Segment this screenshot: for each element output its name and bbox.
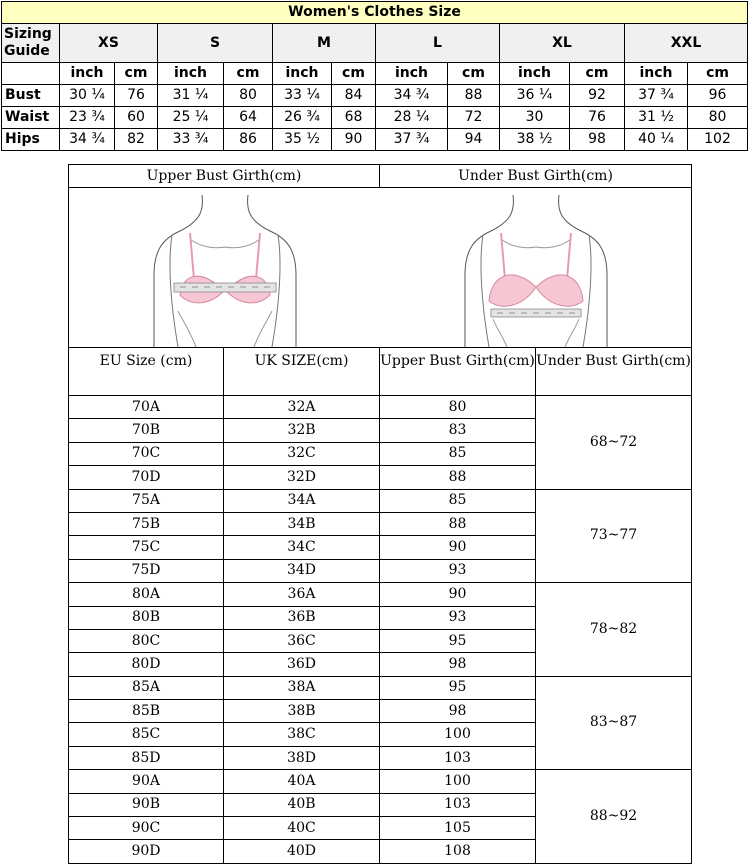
size-header-row bbox=[2, 24, 748, 63]
row-label: Hips bbox=[2, 129, 60, 151]
eu-size-cell: 75D bbox=[69, 559, 224, 582]
upper-bust-cell: 93 bbox=[380, 559, 536, 582]
unit-inch-label: inch bbox=[158, 63, 224, 85]
measurement-cell: 38 ½ bbox=[500, 129, 570, 151]
table-row bbox=[69, 770, 692, 793]
measurement-cell: 36 ¼ bbox=[500, 85, 570, 107]
measurement-cell: 94 bbox=[448, 129, 500, 151]
size-header-s: S bbox=[158, 24, 273, 63]
sizing-guide-label: Sizing Guide bbox=[2, 24, 60, 63]
upper-bust-cell: 85 bbox=[380, 442, 536, 465]
measurement-cell: 33 ¼ bbox=[273, 85, 332, 107]
eu-size-cell: 70A bbox=[69, 396, 224, 419]
upper-bust-cell: 90 bbox=[380, 536, 536, 559]
eu-size-cell: 85C bbox=[69, 723, 224, 746]
uk-size-cell: 38D bbox=[224, 746, 380, 769]
uk-size-cell: 38B bbox=[224, 700, 380, 723]
uk-size-cell: 40B bbox=[224, 793, 380, 816]
eu-size-cell: 80A bbox=[69, 583, 224, 606]
eu-size-cell: 75B bbox=[69, 512, 224, 535]
under-bust-range-cell: 83~87 bbox=[536, 676, 692, 770]
table-row bbox=[69, 583, 692, 606]
under-bust-illustration bbox=[380, 188, 691, 347]
measurement-cell: 60 bbox=[115, 107, 158, 129]
measurement-illustrations bbox=[69, 188, 692, 348]
measurement-cell: 96 bbox=[688, 85, 748, 107]
measurement-cell: 84 bbox=[332, 85, 376, 107]
measurement-cell: 76 bbox=[570, 107, 625, 129]
eu-size-cell: 75A bbox=[69, 489, 224, 512]
unit-cm-label: cm bbox=[448, 63, 500, 85]
measurement-cell: 34 ¾ bbox=[376, 85, 448, 107]
eu-size-cell: 70C bbox=[69, 442, 224, 465]
bra-size-table bbox=[68, 164, 692, 864]
measurement-cell: 37 ¾ bbox=[376, 129, 448, 151]
upper-bust-cell: 108 bbox=[380, 840, 536, 863]
table-row bbox=[69, 676, 692, 699]
row-label: Bust bbox=[2, 85, 60, 107]
measurement-cell: 64 bbox=[224, 107, 273, 129]
measurement-cell: 82 bbox=[115, 129, 158, 151]
measurement-cell: 31 ¼ bbox=[158, 85, 224, 107]
eu-size-cell: 90A bbox=[69, 770, 224, 793]
eu-size-header: EU Size (cm) bbox=[69, 348, 224, 396]
uk-size-cell: 40C bbox=[224, 817, 380, 840]
eu-size-cell: 90D bbox=[69, 840, 224, 863]
uk-size-cell: 34C bbox=[224, 536, 380, 559]
upper-bust-cell: 98 bbox=[380, 700, 536, 723]
under-bust-range-cell: 78~82 bbox=[536, 583, 692, 677]
table-title: Women's Clothes Size bbox=[2, 2, 748, 24]
measurement-cell: 25 ¼ bbox=[158, 107, 224, 129]
under-bust-column-header: Under Bust Girth(cm) bbox=[536, 348, 692, 396]
unit-header-row bbox=[2, 63, 748, 85]
upper-bust-column-header: Upper Bust Girth(cm) bbox=[380, 348, 536, 396]
measurement-cell: 31 ½ bbox=[625, 107, 688, 129]
upper-bust-cell: 95 bbox=[380, 629, 536, 652]
clothes-size-table bbox=[1, 1, 748, 151]
measurement-cell: 76 bbox=[115, 85, 158, 107]
measurement-cell: 30 ¼ bbox=[60, 85, 115, 107]
unit-blank-cell bbox=[2, 63, 60, 85]
uk-size-cell: 32D bbox=[224, 466, 380, 489]
upper-bust-illustration bbox=[69, 188, 380, 347]
under-bust-figure-icon bbox=[461, 191, 611, 347]
upper-bust-cell: 103 bbox=[380, 746, 536, 769]
upper-bust-cell: 93 bbox=[380, 606, 536, 629]
uk-size-cell: 34A bbox=[224, 489, 380, 512]
uk-size-cell: 40A bbox=[224, 770, 380, 793]
measurement-cell: 26 ¾ bbox=[273, 107, 332, 129]
unit-inch-label: inch bbox=[376, 63, 448, 85]
measurement-cell: 90 bbox=[332, 129, 376, 151]
under-bust-range-cell: 68~72 bbox=[536, 396, 692, 490]
size-header-xxl: XXL bbox=[625, 24, 748, 63]
uk-size-cell: 36D bbox=[224, 653, 380, 676]
uk-size-header: UK SIZE(cm) bbox=[224, 348, 380, 396]
unit-inch-label: inch bbox=[60, 63, 115, 85]
upper-bust-cell: 103 bbox=[380, 793, 536, 816]
size-header-l: L bbox=[376, 24, 500, 63]
unit-inch-label: inch bbox=[273, 63, 332, 85]
unit-cm-label: cm bbox=[688, 63, 748, 85]
uk-size-cell: 36B bbox=[224, 606, 380, 629]
uk-size-cell: 32A bbox=[224, 396, 380, 419]
uk-size-cell: 32C bbox=[224, 442, 380, 465]
measurement-cell: 80 bbox=[224, 85, 273, 107]
measurement-cell: 68 bbox=[332, 107, 376, 129]
measurement-cell: 72 bbox=[448, 107, 500, 129]
size-header-xs: XS bbox=[60, 24, 158, 63]
measurement-cell: 98 bbox=[570, 129, 625, 151]
measurement-row-hips bbox=[2, 129, 748, 151]
eu-size-cell: 85A bbox=[69, 676, 224, 699]
upper-bust-cell: 95 bbox=[380, 676, 536, 699]
size-header-m: M bbox=[273, 24, 376, 63]
unit-inch-label: inch bbox=[625, 63, 688, 85]
row-label: Waist bbox=[2, 107, 60, 129]
upper-bust-cell: 80 bbox=[380, 396, 536, 419]
uk-size-cell: 36A bbox=[224, 583, 380, 606]
uk-size-cell: 32B bbox=[224, 419, 380, 442]
measurement-cell: 40 ¼ bbox=[625, 129, 688, 151]
bra-size-chart bbox=[68, 164, 691, 863]
measurement-cell: 80 bbox=[688, 107, 748, 129]
eu-size-cell: 80C bbox=[69, 629, 224, 652]
unit-cm-label: cm bbox=[570, 63, 625, 85]
upper-bust-cell: 83 bbox=[380, 419, 536, 442]
title-row bbox=[2, 2, 748, 24]
table-row bbox=[69, 489, 692, 512]
uk-size-cell: 40D bbox=[224, 840, 380, 863]
eu-size-cell: 80B bbox=[69, 606, 224, 629]
size-header-xl: XL bbox=[500, 24, 625, 63]
measurement-cell: 30 bbox=[500, 107, 570, 129]
eu-size-cell: 90C bbox=[69, 817, 224, 840]
upper-bust-cell: 105 bbox=[380, 817, 536, 840]
measurement-cell: 102 bbox=[688, 129, 748, 151]
unit-cm-label: cm bbox=[224, 63, 273, 85]
measurement-row-waist bbox=[2, 107, 748, 129]
unit-cm-label: cm bbox=[332, 63, 376, 85]
eu-size-cell: 75C bbox=[69, 536, 224, 559]
measurement-cell: 34 ¾ bbox=[60, 129, 115, 151]
uk-size-cell: 34D bbox=[224, 559, 380, 582]
measurement-cell: 23 ¾ bbox=[60, 107, 115, 129]
unit-inch-label: inch bbox=[500, 63, 570, 85]
unit-cm-label: cm bbox=[115, 63, 158, 85]
upper-bust-cell: 88 bbox=[380, 466, 536, 489]
measurement-cell: 28 ¼ bbox=[376, 107, 448, 129]
measurement-cell: 88 bbox=[448, 85, 500, 107]
uk-size-cell: 36C bbox=[224, 629, 380, 652]
upper-bust-figure-icon bbox=[150, 191, 300, 347]
under-bust-range-cell: 88~92 bbox=[536, 770, 692, 864]
measurement-cell: 37 ¾ bbox=[625, 85, 688, 107]
measurement-cell: 35 ½ bbox=[273, 129, 332, 151]
measurement-row-bust bbox=[2, 85, 748, 107]
measurement-cell: 86 bbox=[224, 129, 273, 151]
uk-size-cell: 38A bbox=[224, 676, 380, 699]
table-row bbox=[69, 396, 692, 419]
uk-size-cell: 38C bbox=[224, 723, 380, 746]
upper-bust-cell: 85 bbox=[380, 489, 536, 512]
upper-bust-girth-header: Upper Bust Girth(cm) bbox=[69, 165, 380, 188]
eu-size-cell: 90B bbox=[69, 793, 224, 816]
upper-bust-cell: 98 bbox=[380, 653, 536, 676]
under-bust-girth-header: Under Bust Girth(cm) bbox=[380, 165, 692, 188]
eu-size-cell: 80D bbox=[69, 653, 224, 676]
uk-size-cell: 34B bbox=[224, 512, 380, 535]
measurement-cell: 92 bbox=[570, 85, 625, 107]
upper-bust-cell: 100 bbox=[380, 723, 536, 746]
eu-size-cell: 85D bbox=[69, 746, 224, 769]
upper-bust-cell: 88 bbox=[380, 512, 536, 535]
eu-size-cell: 70D bbox=[69, 466, 224, 489]
upper-bust-cell: 100 bbox=[380, 770, 536, 793]
eu-size-cell: 85B bbox=[69, 700, 224, 723]
eu-size-cell: 70B bbox=[69, 419, 224, 442]
under-bust-range-cell: 73~77 bbox=[536, 489, 692, 583]
upper-bust-cell: 90 bbox=[380, 583, 536, 606]
measurement-cell: 33 ¾ bbox=[158, 129, 224, 151]
